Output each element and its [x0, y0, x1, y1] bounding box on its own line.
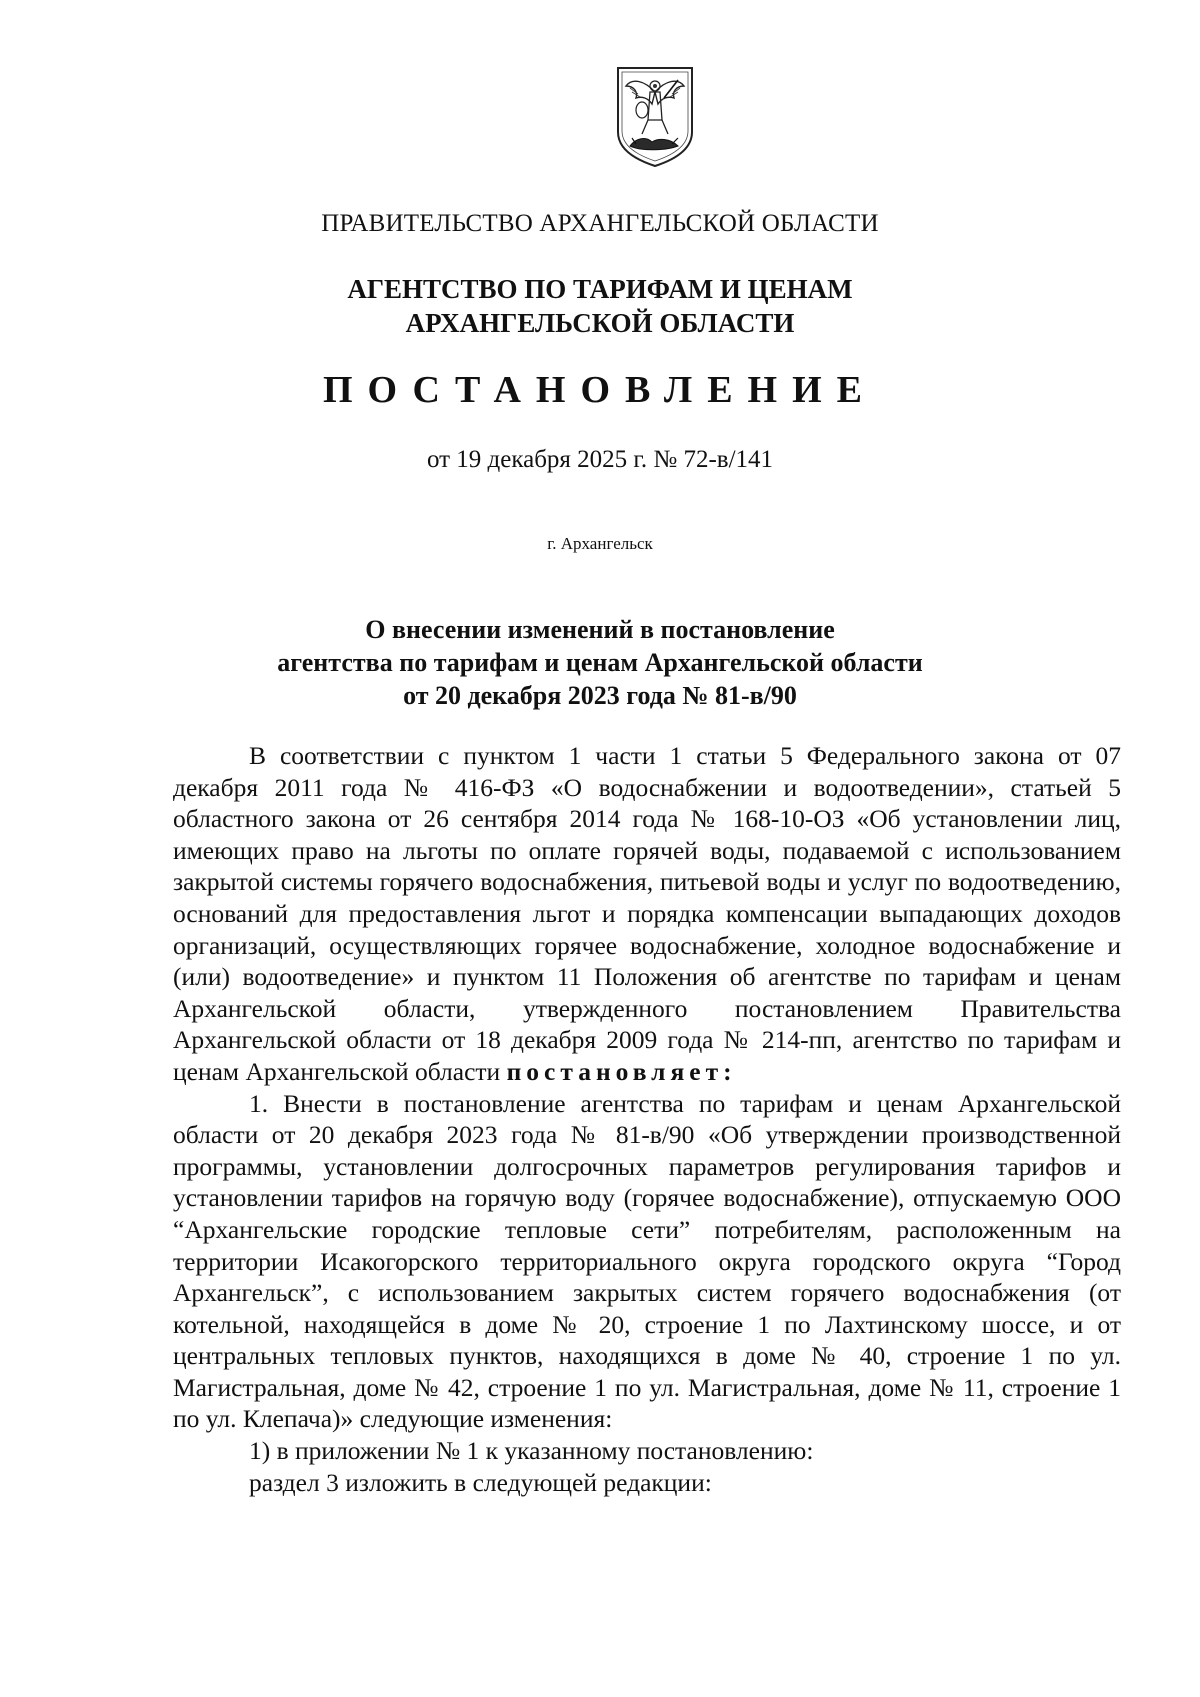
agency-name	[0, 272, 1200, 340]
subject-line-1: О внесении изменений в постановление	[365, 615, 835, 644]
document-date-number: от 19 декабря 2025 г. № 72-в/141	[426, 446, 774, 473]
item-1-paragraph: 1. Внести в постановление агентства по тарифам и ценам Архангельской области от 20 декабря 2023 года № 81-в/90 «Об утверждении производственной программы, установлении долгосрочных параметров регулирования тарифов и установлении тарифов на горячую воду (горячее водоснабжение), отпускаемую ООО “Архангельские городские тепловые сети” потребителям, расположенным на территории Исакогорского территориального округа городского округа “Город Архангельск”, с использованием закрытых систем горячего водоснабжения (от котельной, находящейся в доме № 20, строение 1 по Лахтинскому шоссе, и от центральных тепловых пунктов, находящихся в доме № 40, строение 1 по ул. Магистральная, доме № 42, строение 1 по ул. Магистральная, доме № 11, строение 1 по ул. Клепача)» следующие изменения:	[173, 1088, 1121, 1434]
subject-line-3: от 20 декабря 2023 года № 81-в/90	[403, 681, 797, 710]
resolves-keyword: постановляет:	[506, 1056, 737, 1086]
document-type-title: ПОСТАНОВЛЕНИЕ	[322, 369, 878, 411]
preamble-text: В соответствии с пунктом 1 части 1 статьи 5 Федерального закона от 07 декабря 2011 года № 416-ФЗ «О водоснабжении и водоотведении», статьей 5 областного закона от 26 сентября 2014 года № 168-10-ОЗ «Об установлении лиц, имеющих право на льготы по оплате горячей воды, подаваемой с использованием закрытой системы горячего водоснабжения, питьевой воды и услуг по водоотведению, оснований для предоставления льгот и порядка компенсации выпадающих доходов организаций, осуществляющих горячее водоснабжение, холодное водоснабжение и (или) водоотведение» и пунктом 11 Положения об агентстве по тарифам и ценам Архангельской области, утвержденного постановлением Правительства Архангельской области от 18 декабря 2009 года № 214-пп, агентство по тарифам и ценам Архангельской области	[173, 741, 1121, 1086]
agency-name-line-2: АРХАНГЕЛЬСКОЙ ОБЛАСТИ	[405, 308, 795, 338]
subitem-1-paragraph: 1) в приложении № 1 к указанному постановлению:	[249, 1436, 814, 1466]
agency-name-line-1: АГЕНТСТВО ПО ТАРИФАМ И ЦЕНАМ	[347, 274, 853, 304]
government-name: ПРАВИТЕЛЬСТВО АРХАНГЕЛЬСКОЙ ОБЛАСТИ	[321, 210, 879, 237]
subitem-2-paragraph: раздел 3 изложить в следующей редакции:	[249, 1467, 712, 1497]
preamble-paragraph	[173, 740, 1121, 1088]
city-name: г. Архангельск	[547, 534, 653, 553]
subject-line-2: агентства по тарифам и ценам Архангельской области	[277, 648, 923, 677]
document-body	[173, 740, 1121, 1498]
document-subject	[0, 613, 1200, 712]
coat-of-arms-icon	[612, 62, 698, 170]
